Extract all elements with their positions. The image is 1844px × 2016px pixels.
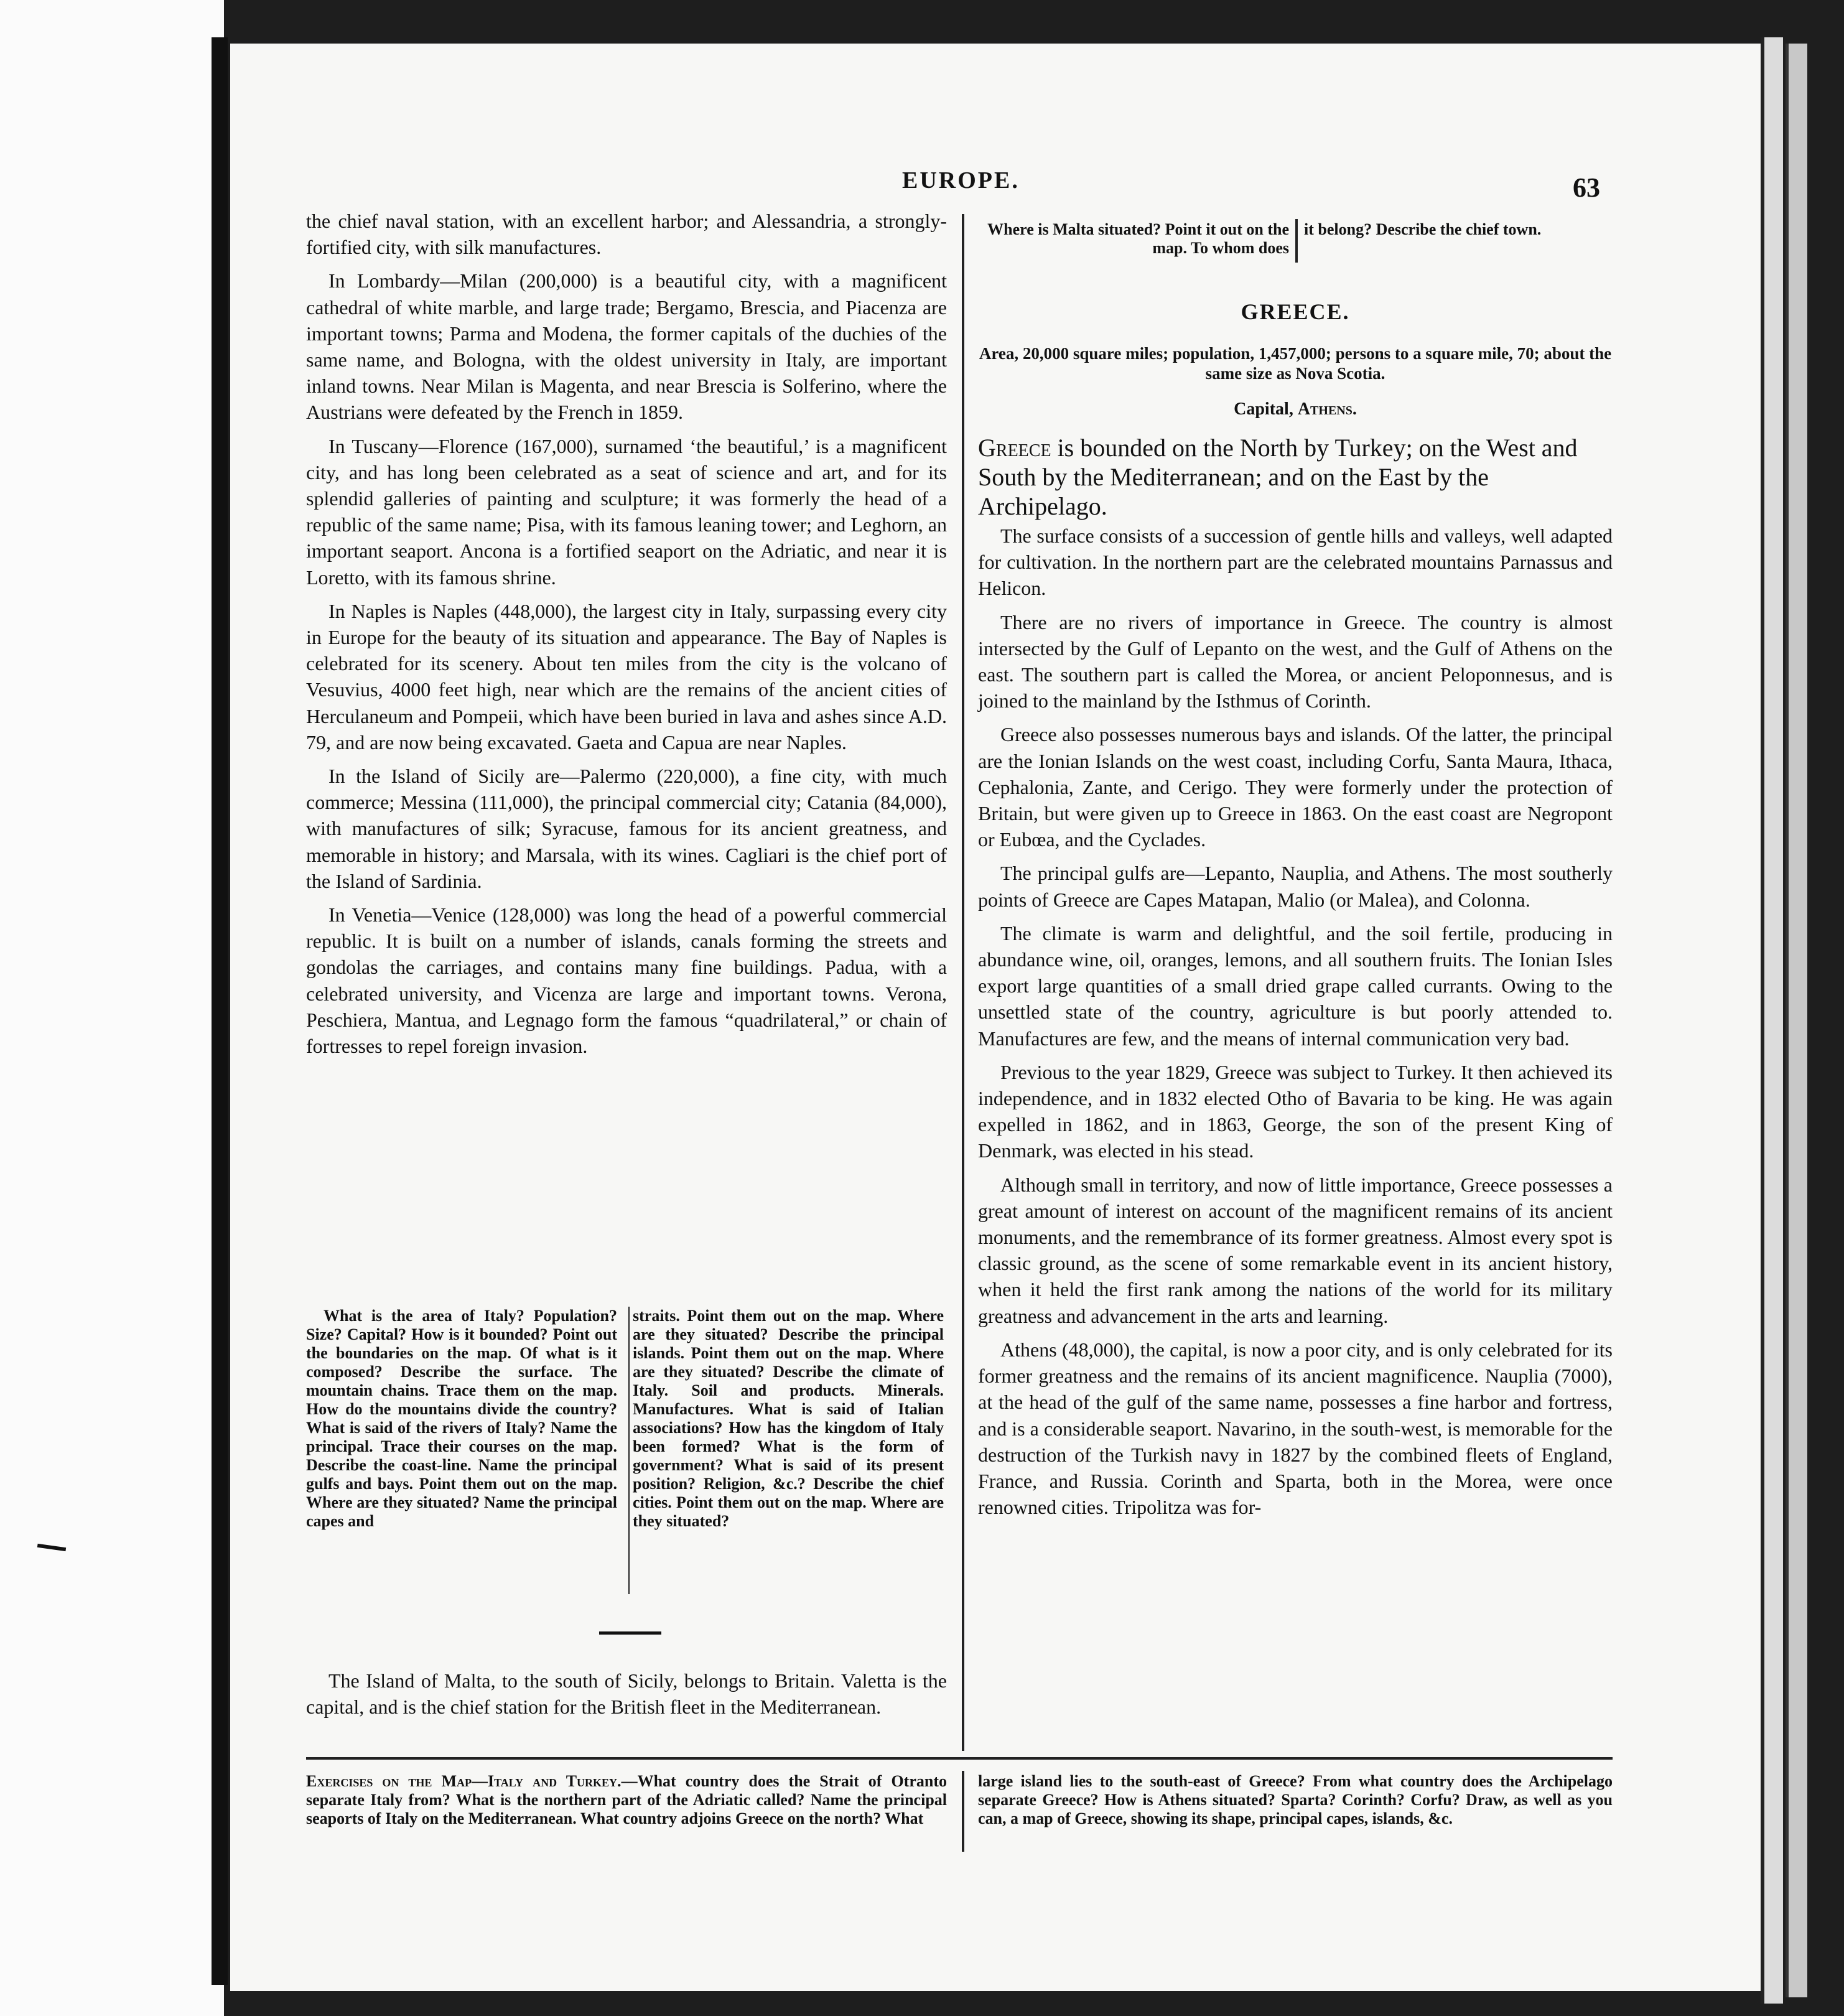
intro-lead: Greece	[978, 434, 1051, 462]
paragraph: Although small in territory, and now of little importance, Greece possesses a great amount of interest on account of the magnificent remains of its ancient monuments, and the remembrance of its former greatness. Almost every spot is classic ground, as the scene of some remarkable event in its ancient history, when it held the first rank among the nations of the world for its military greatness and advancement in the arts and learning.	[978, 1173, 1613, 1327]
malta-question-b: it belong? Describe the chief town.	[1304, 220, 1542, 238]
page-stack-edge	[1786, 44, 1807, 1997]
column-divider	[962, 214, 964, 1751]
paragraph: The principal gulfs are—Lepanto, Nauplia, and Athens. The most southerly points of Greece are Capes Matapan, Malio (or Malea), and Colonna.	[978, 862, 1613, 911]
exercises-left	[306, 1772, 947, 1828]
paragraph: In Venetia—Venice (128,000) was long the head of a powerful commercial republic. It is built on a number of islands, canals forming the streets and gondolas the carriages, and contains many fine buildings. Padua, with a celebrated university, and Vicenza are large and important towns. Verona, Peschiera, Mantua, and Legnago form the famous “quadrilateral,” or chain of fortresses to repel foreign invasion.	[306, 903, 947, 1058]
paragraph: In Tuscany—Florence (167,000), surnamed ‘the beautiful,’ is a magnificent city, and has long been celebrated as a seat of science and art, and for its splendid galleries of painting and sculpture; it was formerly the head of a republic of the same name; Pisa, with its famous leaning tower; and Leghorn, an important seaport. Ancona is a fortified seaport on the Adriatic, and near it is Loretto, with its famous shrine.	[306, 434, 947, 589]
greece-statistics: Area, 20,000 square miles; population, 1,457,000; persons to a square mile, 70; about the same size as Nova Scotia.	[979, 344, 1612, 383]
malta-question-divider	[1295, 219, 1298, 263]
malta-question-a: Where is Malta situated? Point it out on the map. To whom does	[987, 220, 1289, 257]
malta-paragraph: The Island of Malta, to the south of Sicily, belongs to Britain. Valetta is the capital, and is the chief station for the British fleet in the Mediterranean.	[306, 1669, 947, 1719]
paragraph: In Lombardy—Milan (200,000) is a beautiful city, with a magnificent cathedral of white marble, and large trade; Bergamo, Brescia, and Piacenza are important towns; Parma and Modena, the former capitals of the duchies of the same name, and Bologna, with the oldest university in Italy, are important inland towns. Near Milan is Magenta, and near Brescia is Solferino, where the Austrians were defeated by the French in 1859.	[306, 269, 947, 424]
book-spine-edge	[212, 37, 228, 1985]
capital-name: Athens.	[1297, 399, 1357, 419]
paragraph: Previous to the year 1829, Greece was subject to Turkey. It then achieved its independence, and in 1832 elected Otho of Bavaria to be king. He was again expelled in 1862, and in 1863, George, the son of the present King of Denmark, was elected in his stead.	[978, 1060, 1613, 1162]
left-column	[306, 208, 947, 1059]
exercises-left-text: —What country does the Strait of Otranto separate Italy from? What is the northern part of the Adriatic called? Name the principal seaports of Italy on the Mediterranean. What country adjoins Greece on the north? What	[306, 1772, 947, 1827]
paragraph: The climate is warm and delightful, and the soil fertile, producing in abundance wine, oil, oranges, lemons, and all southern fruits. The Ionian Isles export large quantities of a small dried grape called currants. Owing to the unsettled state of the country, agriculture is but poorly attended to. Manufactures are few, and the means of internal communication very bad.	[978, 922, 1613, 1050]
paragraph: In Naples is Naples (448,000), the largest city in Italy, surpassing every city in Europe for the beauty of its situation and appearance. The Bay of Naples is celebrated for its scenery. About ten miles from the city is the volcano of Vesuvius, 4000 feet high, near which are the remains of the ancient cities of Herculaneum and Pompeii, which have been buried in lava and ashes since A.D. 79, and are now being excavated. Gaeta and Capua are near Naples.	[306, 599, 947, 754]
section-heading: GREECE.	[1241, 299, 1350, 324]
footer-rule	[306, 1757, 1613, 1760]
paragraph: There are no rivers of importance in Greece. The country is almost intersected by the Gulf of Lepanto on the west, and the Gulf of Athens on the east. The southern part is called the Morea, or ancient Peloponnesus, and is joined to the mainland by the Isthmus of Corinth.	[978, 610, 1613, 712]
paragraph: Greece also possesses numerous bays and islands. Of the latter, the principal are the Ionian Islands on the west coast, including Corfu, Santa Maura, Ithaca, Cephalonia, Zante, and Cerigo. They were formerly under the protection of Britain, but were given up to Greece in 1863. On the east coast are Negropont or Eubœa, and the Cyclades.	[978, 723, 1613, 851]
running-head: EUROPE.	[902, 167, 1020, 194]
exercises-divider	[962, 1771, 964, 1852]
page-number: 63	[1573, 172, 1600, 203]
questions-col-a: What is the area of Italy? Population? Size? Capital? How is it bounded? Point out the boundaries on the map. Of what is it composed? Describe the surface. The mountain chains. Trace them on the map. How do the mountains divide the country? What is said of the rivers of Italy? Name the principal. Trace their courses on the map. Describe the coast-line. Name the principal gulfs and bays. Point them out on the map. Where are they situated? Name the principal capes and	[306, 1307, 617, 1530]
capital-label: Capital,	[1234, 399, 1298, 419]
paragraph: The surface consists of a succession of gentle hills and valleys, well adapted for cultivation. In the northern part are the celebrated mountains Parnassus and Helicon.	[978, 525, 1613, 600]
greece-capital	[978, 399, 1613, 419]
paragraph: In the Island of Sicily are—Palermo (220,000), a fine city, with much commerce; Messina (111,000), the principal commercial city; Catania (84,000), with manufactures of silk; Syracuse, famous for its ancient greatness, and memorable in history; and Marsala, with its wines. Cagliari is the chief port of the Island of Sardinia.	[306, 765, 947, 892]
questions-divider	[628, 1307, 630, 1594]
page-edge	[1761, 37, 1783, 2004]
paragraph: the chief naval station, with an excellent harbor; and Alessandria, a strongly-fortified city, with silk manufactures.	[306, 210, 947, 259]
paragraph: Athens (48,000), the capital, is now a poor city, and is only celebrated for its former greatness and the remains of its ancient magnificence. Nauplia (7000), at the head of the gulf of the same name, possesses a fine harbor and fortress, and is a considerable seaport. Navarino, in the south-west, is memorable for the destruction of the Turkish navy in 1827 by the combined fleets of England, France, and Russia. Corinth and Sparta, both in the Morea, were once renowned cities. Tripolitza was for-	[978, 1338, 1613, 1519]
right-column	[978, 523, 1613, 1520]
exercises-label: Exercises on the Map—Italy and Turkey.	[306, 1772, 622, 1790]
intro-rest: is bounded on the North by Turkey; on the West and South by the Mediterranean; and on the East by the Archipelago.	[978, 434, 1578, 520]
exercises-right: large island lies to the south-east of Greece? From what country does the Archipelago separate Greece? How is Athens situated? Sparta? Corinth? Corfu? Draw, as well as you can, a map of Greece, showing its shape, principal capes, islands, &c.	[978, 1772, 1613, 1827]
greece-intro	[978, 433, 1613, 521]
questions-col-b: straits. Point them out on the map. Where are they situated? Describe the principal islands. Point them out on the map. Where are they situated? Describe the climate of Italy. Soil and products. Minerals. Manufactures. What is said of Italian associations? How has the kingdom of Italy been formed? What is the form of government? What is said of its present position? Religion, &c.? Describe the chief cities. Point them out on the map. Where are they situated?	[633, 1307, 944, 1530]
facing-page-margin	[0, 0, 224, 2016]
section-rule	[599, 1631, 661, 1635]
